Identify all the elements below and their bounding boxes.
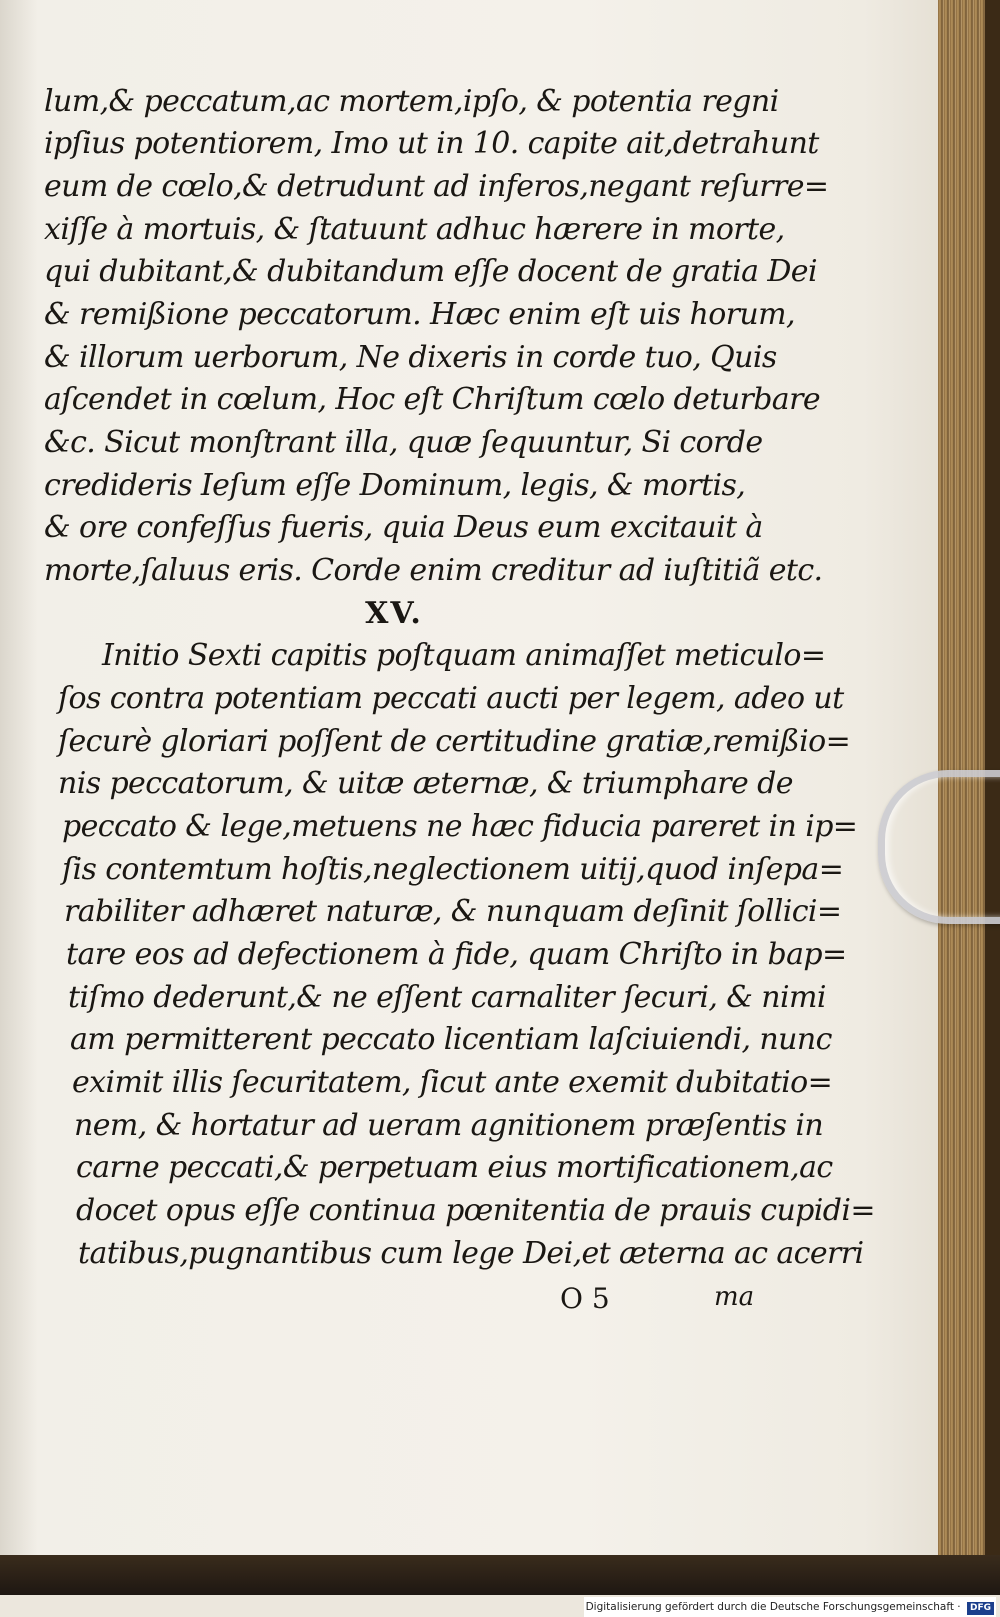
- digitization-credit: Digitalisierung gefördert durch die Deutsche Forschungsgemeinschaft · DFG: [584, 1597, 996, 1617]
- gutter-shadow: [0, 0, 38, 1555]
- text-line: qui dubitant,& dubitandum eſſe docent de gratia Dei: [44, 254, 817, 289]
- text-line: am permitterent peccato licentiam laſciuiendi, nunc: [70, 1022, 832, 1057]
- text-line: credideris Ieſum eſſe Dominum, legis, & mortis,: [44, 468, 746, 503]
- section-heading: XV.: [365, 596, 423, 631]
- text-line: ſecurè gloriari poſſent de certitudine gratiæ,remißio=: [58, 724, 851, 759]
- text-line: ipſius potentiorem, Imo ut in 10. capite ait,detrahunt: [44, 126, 819, 161]
- text-line: tare eos ad defectionem à fide, quam Chriſto in bap=: [66, 937, 847, 972]
- text-line: Initio Sexti capitis poſtquam animaſſet meticulo=: [102, 638, 826, 673]
- signature-mark: O 5: [560, 1282, 610, 1315]
- text-line: tatibus,pugnantibus cum lege Dei,et æterna ac acerri: [78, 1236, 864, 1271]
- text-line: aſcendet in cœlum, Hoc eſt Chriſtum cœlo deturbare: [44, 382, 820, 417]
- text-line: &c. Sicut monſtrant illa, quæ ſequuntur, Si corde: [44, 425, 763, 460]
- text-line: & remißione peccatorum. Hæc enim eſt uis horum,: [44, 297, 795, 332]
- text-line: carne peccati,& perpetuam eius mortificationem,ac: [76, 1150, 833, 1185]
- text-line: docet opus eſſe continua pœnitentia de prauis cupidi=: [76, 1193, 875, 1228]
- text-line: tiſmo dederunt,& ne eſſent carnaliter ſecuri, & nimi: [68, 980, 826, 1015]
- catchword: ma: [714, 1282, 755, 1312]
- text-line: nem, & hortatur ad ueram agnitionem præſentis in: [74, 1108, 824, 1143]
- page-clip-icon: [878, 770, 1000, 924]
- text-line: & ore confeſſus fueris, quia Deus eum excitauit à: [44, 510, 763, 545]
- text-line: eximit illis ſecuritatem, ſicut ante exemit dubitatio=: [72, 1065, 833, 1100]
- text-line: eum de cœlo,& detrudunt ad inferos,negant reſurre=: [44, 169, 829, 204]
- book-bottom-edge: [0, 1555, 1000, 1595]
- text-line: ſis contemtum hoſtis,neglectionem uitij,quod inſepa=: [62, 852, 844, 887]
- text-line: ſos contra potentiam peccati aucti per legem, adeo ut: [58, 681, 844, 716]
- text-line: xiſſe à mortuis, & ſtatuunt adhuc hærere in morte,: [44, 212, 785, 247]
- dfg-logo: DFG: [967, 1602, 994, 1615]
- text-line: rabiliter adhæret naturæ, & nunquam deſinit ſollici=: [64, 894, 842, 929]
- text-line: nis peccatorum, & uitæ æternæ, & triumphare de: [58, 766, 793, 801]
- text-line: & illorum uerborum, Ne dixeris in corde tuo, Quis: [44, 340, 777, 375]
- text-line: peccato & lege,metuens ne hæc fiducia pareret in ip=: [62, 809, 858, 844]
- text-line: lum,& peccatum,ac mortem,ipſo, & potentia regni: [44, 84, 779, 119]
- credit-text: Digitalisierung gefördert durch die Deutsche Forschungsgemeinschaft: [585, 1601, 954, 1613]
- text-line: morte,ſaluus eris. Corde enim creditur ad iuſtitiã etc.: [44, 553, 823, 588]
